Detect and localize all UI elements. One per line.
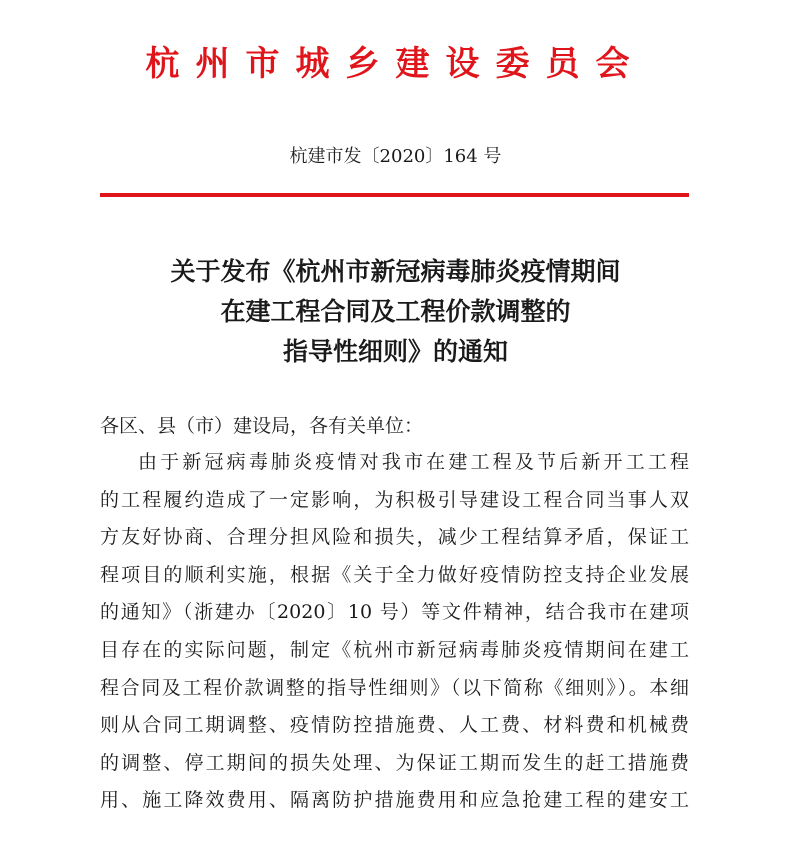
body-line: 方友好协商、合理分担风险和损失，减少工程结算矛盾，保证工: [100, 526, 689, 549]
body-line: 由于新冠病毒肺炎疫情对我市在建工程及节后新开工工程: [138, 451, 689, 473]
organization-header: 杭州市城乡建设委员会: [145, 44, 646, 84]
body-line: 程项目的顺利实施，根据《关于全力做好疫情防控支持企业发展: [100, 563, 689, 586]
body-line: 程合同及工程价款调整的指导性细则》（以下简称《细则》）。本细: [100, 676, 689, 699]
red-divider-rule: [100, 193, 689, 197]
title-line: 指导性细则》的通知: [282, 337, 508, 366]
body-line: 的通知》（浙建办〔2020〕10 号）等文件精神，结合我市在建项: [100, 601, 689, 624]
body-line: 的工程履约造成了一定影响，为积极引导建设工程合同当事人双: [100, 488, 689, 511]
body-paragraph: [100, 444, 689, 820]
body-line: 目存在的实际问题，制定《杭州市新冠病毒肺炎疫情期间在建工: [100, 638, 689, 661]
document-number: 杭建市发〔2020〕164 号: [289, 146, 502, 167]
body-line: 的调整、停工期间的损失处理、为保证工期而发生的赶工措施费: [100, 751, 689, 774]
title-line: 关于发布《杭州市新冠病毒肺炎疫情期间: [170, 257, 621, 286]
body-line: 用、施工降效费用、隔离防护措施费用和应急抢建工程的建安工: [100, 789, 689, 812]
title-line: 在建工程合同及工程价款调整的: [220, 297, 571, 326]
salutation: 各区、县（市）建设局，各有关单位：: [100, 415, 424, 437]
notice-title: [80, 252, 711, 372]
body-line: 则从合同工期调整、疫情防控措施费、人工费、材料费和机械费: [100, 714, 689, 737]
